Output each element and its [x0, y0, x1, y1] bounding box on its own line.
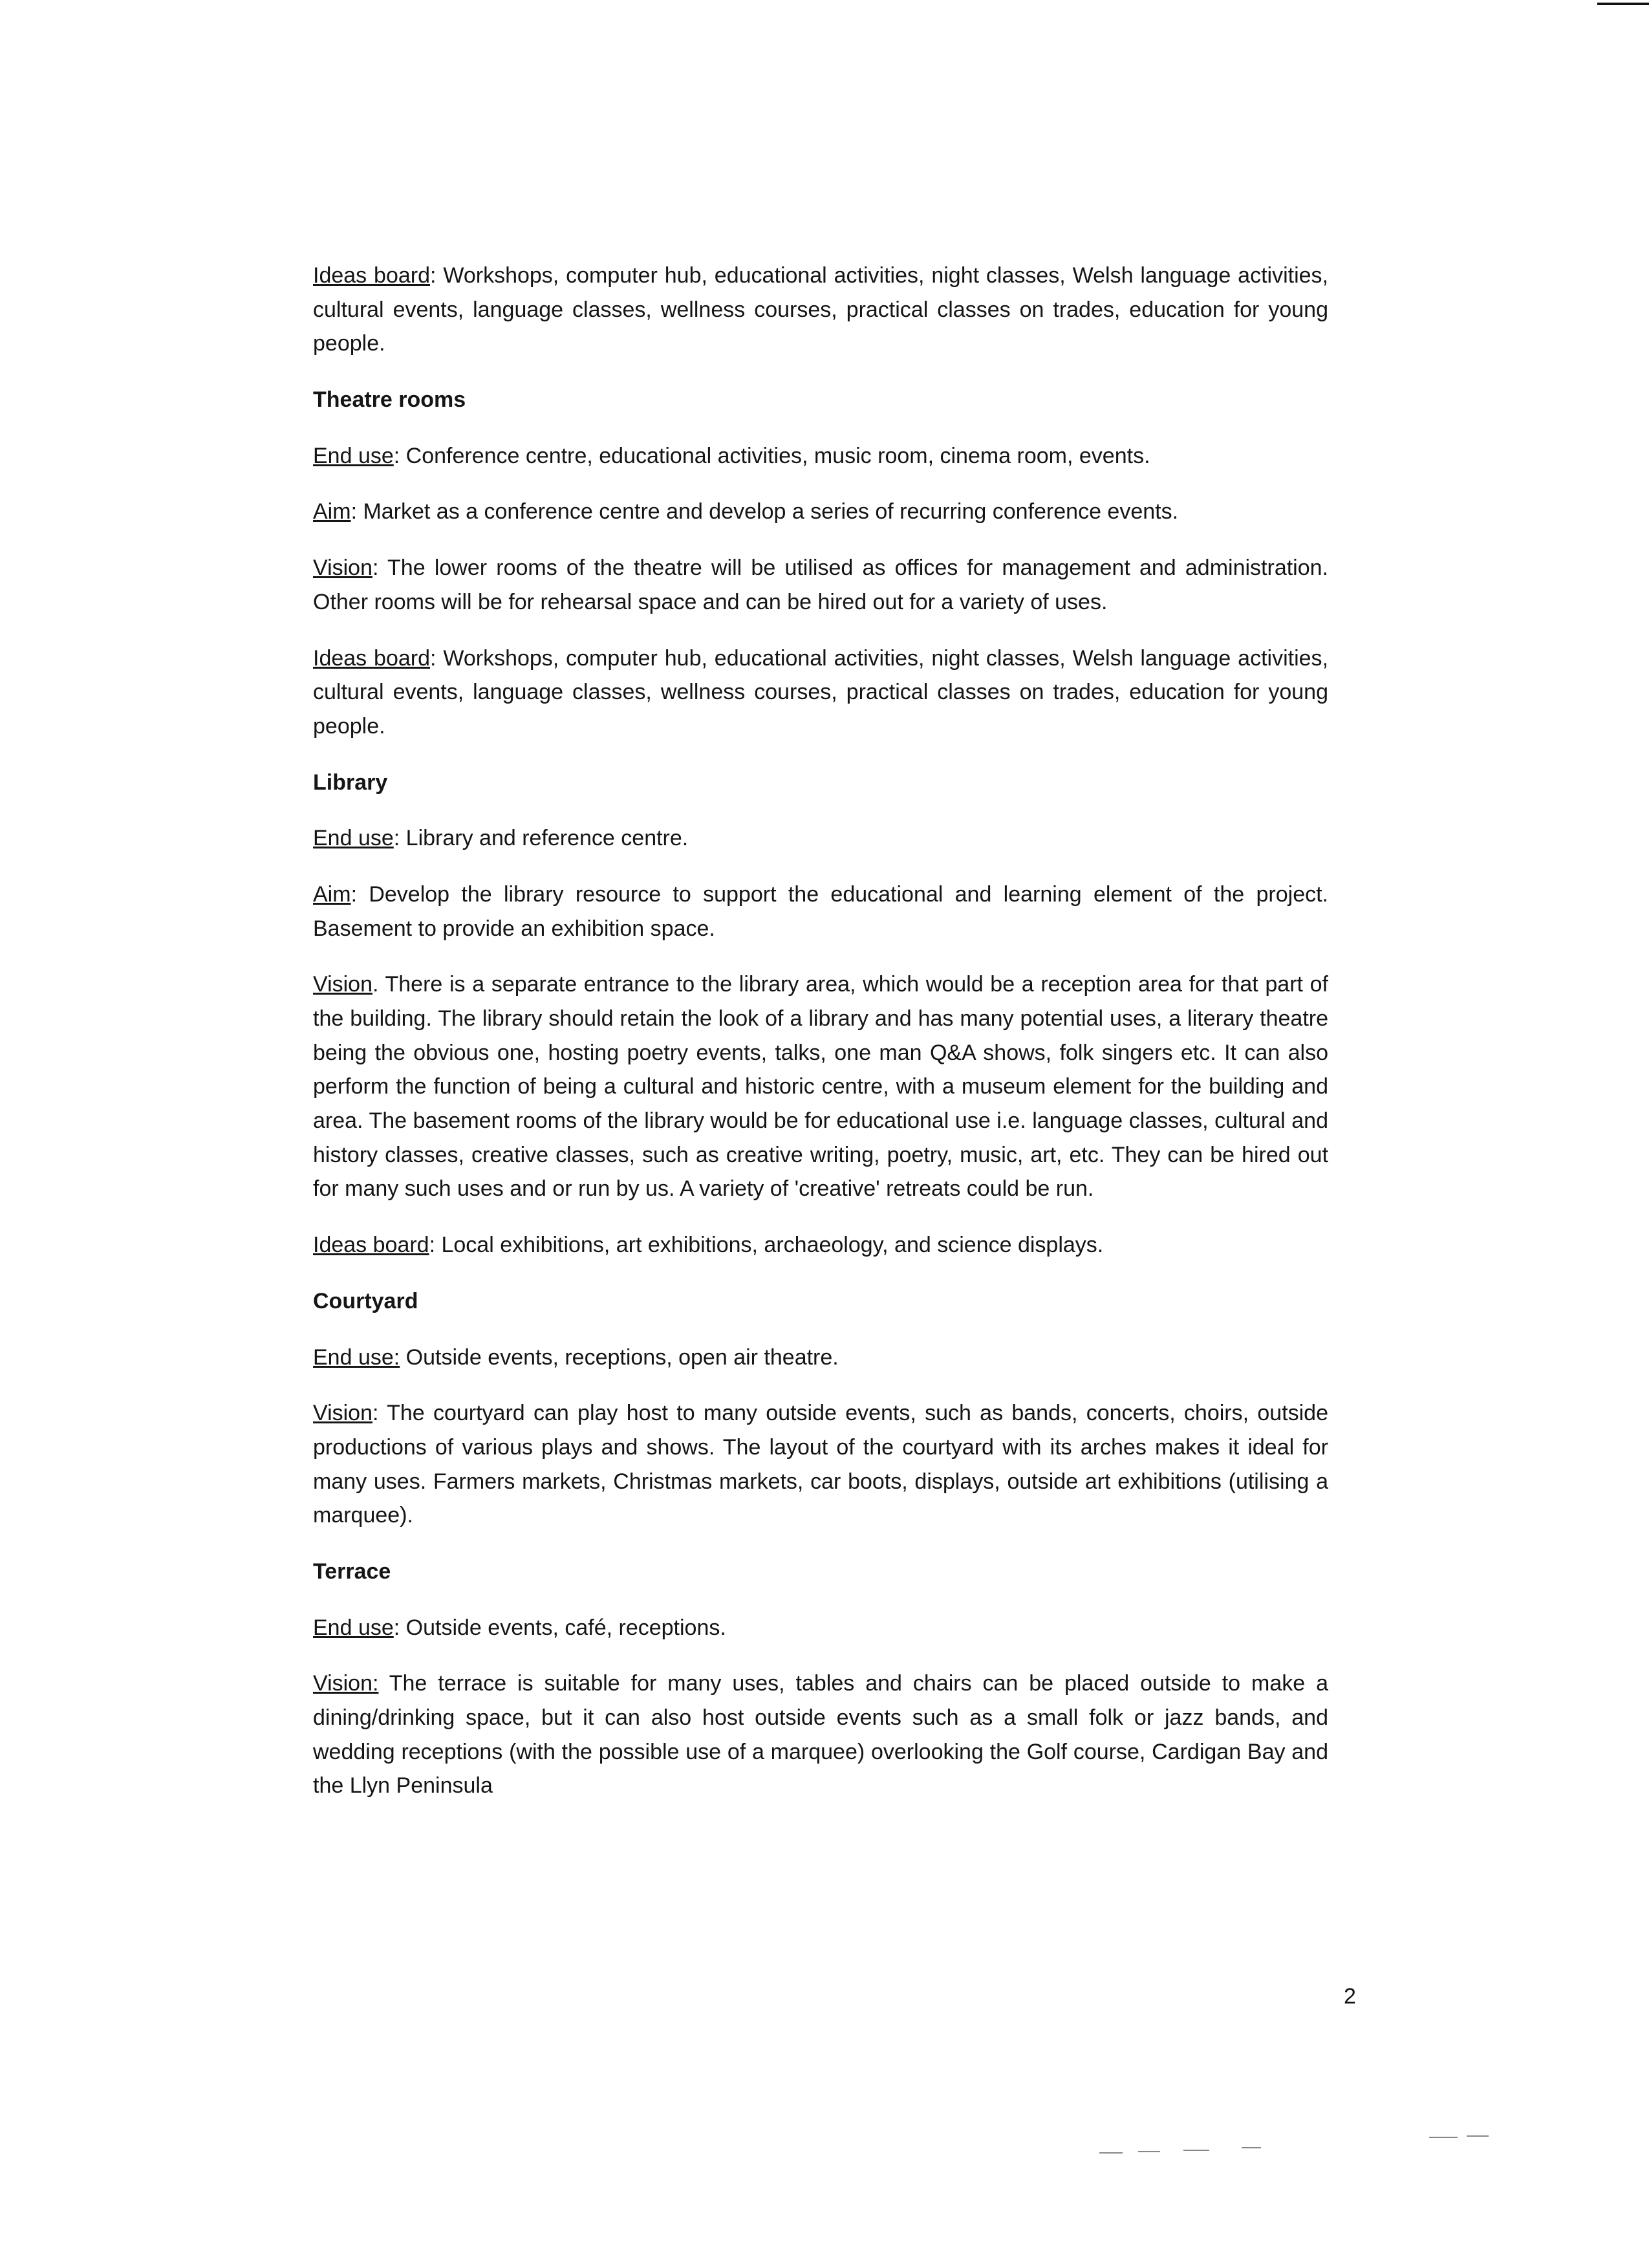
paragraph-text: : Conference centre, educational activities, music room, cinema room, events. — [393, 443, 1150, 468]
section-heading-terrace: Terrace — [313, 1559, 391, 1584]
section-heading-library: Library — [313, 770, 388, 795]
paragraph-text: : Outside events, café, receptions. — [393, 1615, 726, 1640]
paragraph-label: Vision: — [313, 1671, 379, 1696]
ideas-board-paragraph — [313, 1228, 1328, 1262]
section-heading-theatre-rooms: Theatre rooms — [313, 387, 466, 413]
paragraph-label: End use — [313, 826, 394, 851]
vision-paragraph — [313, 967, 1328, 1206]
paragraph-label: Vision — [313, 1401, 372, 1426]
document-body — [313, 259, 1328, 1825]
paragraph-label: Aim — [313, 881, 351, 907]
vision-paragraph — [313, 1667, 1328, 1803]
paragraph-text: : Library and reference centre. — [393, 826, 689, 851]
page-number: 2 — [1344, 1984, 1356, 2009]
end-use-paragraph — [313, 1341, 1328, 1375]
paragraph-label: End use: — [313, 1345, 400, 1370]
paragraph-text: . There is a separate entrance to the library area, which would be a reception area for that part of the building. The library should retain the look of a library and has many potential uses, a literary theatre being the obvious one, hosting poetry events, talks, one man Q&A shows, folk singers etc. It can also perform the function of being a cultural and historic centre, with a museum element for the building and area. The basement rooms of the library would be for educational use i.e. language classes, cultural and history classes, creative classes, such as creative writing, poetry, music, art, etc. They can be hired out for many such uses and or run by us. A variety of 'creative' retreats could be run. — [313, 972, 1328, 1202]
section-heading-courtyard: Courtyard — [313, 1288, 418, 1313]
vision-paragraph — [313, 551, 1328, 619]
paragraph-text: : Develop the library resource to support the educational and learning element of the project. Basement to provide an exhibition space. — [313, 881, 1328, 941]
end-use-paragraph — [313, 821, 1328, 856]
scan-artifact — [1467, 2135, 1489, 2137]
aim-paragraph — [313, 495, 1328, 529]
paragraph-text: : Market as a conference centre and develop a series of recurring conference events. — [350, 499, 1179, 524]
paragraph-label: Vision — [313, 556, 372, 581]
paragraph-text: : Local exhibitions, art exhibitions, archaeology, and science displays. — [429, 1233, 1104, 1258]
end-use-paragraph — [313, 439, 1328, 473]
paragraph-text: : Workshops, computer hub, educational activities, night classes, Welsh language activities, cultural events, language classes, wellness courses, practical classes on trades, education for young people. — [313, 263, 1328, 356]
scan-artifact — [1099, 2152, 1123, 2154]
paragraph-label: Ideas board — [313, 263, 431, 288]
paragraph-label: Ideas board — [313, 645, 431, 671]
aim-paragraph — [313, 878, 1328, 945]
paragraph-label: Vision — [313, 972, 372, 997]
scan-corner-mark — [1597, 3, 1649, 5]
scan-artifact — [1183, 2150, 1209, 2151]
end-use-paragraph — [313, 1611, 1328, 1645]
paragraph-text: : The courtyard can play host to many outside events, such as bands, concerts, choirs, outside productions of various plays and shows. The layout of the courtyard with its arches makes it ideal for many uses. Farmers markets, Christmas markets, car boots, displays, outside art exhibitions (utilising a marquee). — [313, 1401, 1328, 1528]
paragraph-label: End use — [313, 1615, 394, 1640]
paragraph-label: End use — [313, 443, 394, 468]
scan-artifact — [1242, 2147, 1261, 2148]
paragraph-text: The terrace is suitable for many uses, tables and chairs can be placed outside to make a dining/drinking space, but it can also host outside events such as a small folk or jazz bands, and wedding receptions (with the possible use of a marquee) overlooking the Golf course, Cardigan Bay and the Llyn Peninsula — [313, 1671, 1328, 1798]
paragraph-text: Outside events, receptions, open air theatre. — [400, 1345, 839, 1370]
scan-artifact — [1138, 2151, 1160, 2152]
paragraph-text: : The lower rooms of the theatre will be utilised as offices for management and administration. Other rooms will be for rehearsal space and can be hired out for a variety of uses. — [313, 556, 1328, 614]
paragraph-text: : Workshops, computer hub, educational activities, night classes, Welsh language activities, cultural events, language classes, wellness courses, practical classes on trades, education for young people. — [313, 645, 1328, 739]
paragraph-label: Aim — [313, 499, 351, 524]
vision-paragraph — [313, 1396, 1328, 1533]
paragraph-label: Ideas board — [313, 1233, 429, 1258]
scan-artifact — [1429, 2137, 1458, 2138]
ideas-board-paragraph — [313, 642, 1328, 744]
ideas-board-paragraph — [313, 259, 1328, 361]
